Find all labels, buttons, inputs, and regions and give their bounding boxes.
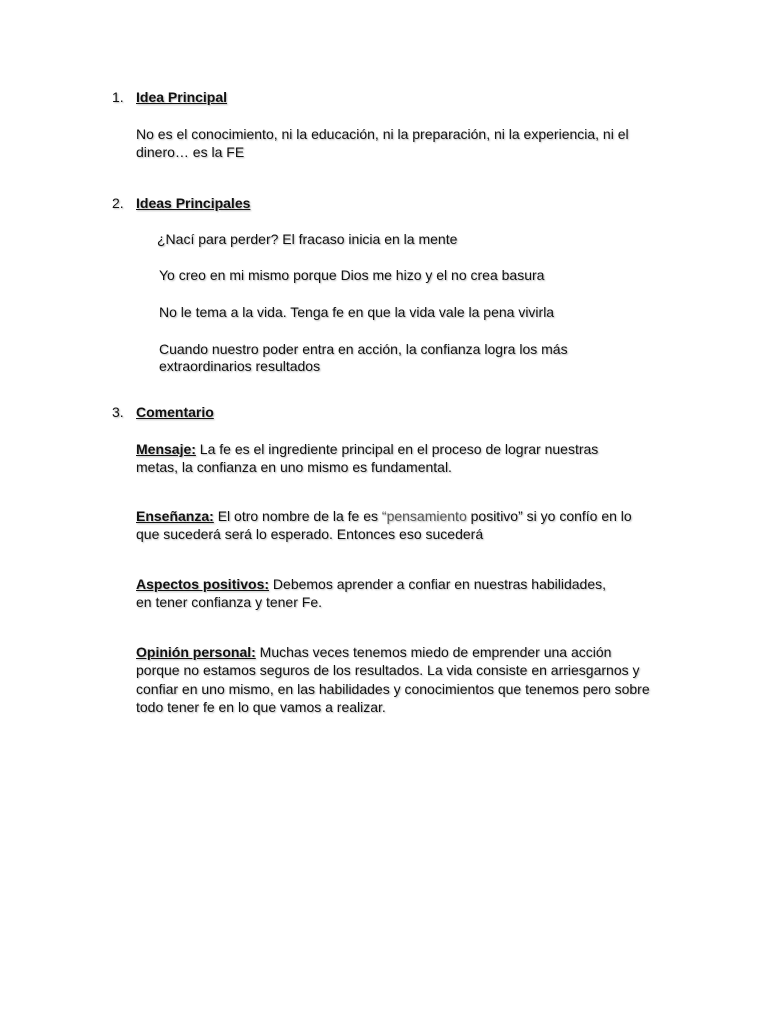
ensenanza-label: Enseñanza:: [136, 508, 214, 524]
idea-item-4-line-1: Cuando nuestro poder entra en acción, la confianza logra los más: [159, 341, 568, 357]
opinion-line-1: [136, 643, 611, 661]
ensenanza-line-1: [136, 507, 632, 525]
opinion-label: Opinión personal:: [136, 644, 256, 660]
section-2-number: 2.: [112, 195, 124, 211]
opinion-line-2: porque no estamos seguros de los resultados. La vida consiste en arriesgarnos y: [136, 662, 640, 678]
mensaje-text-1: La fe es el ingrediente principal en el proceso de lograr nuestras: [195, 441, 599, 457]
mensaje-line-2: metas, la confianza en uno mismo es fundamental.: [136, 459, 452, 475]
aspectos-line-2: en tener confianza y tener Fe.: [136, 594, 322, 610]
ensenanza-text-1a: El otro nombre de la fe es: [213, 508, 382, 524]
idea-principal-line-2: dinero… es la FE: [136, 144, 245, 160]
ensenanza-text-1b: positivo” si yo confío en lo: [466, 508, 632, 524]
idea-item-3: No le tema a la vida. Tenga fe en que la vida vale la pena vivirla: [159, 304, 555, 320]
opinion-line-4: todo tener fe en lo que vamos a realizar.: [136, 699, 386, 715]
idea-principal-line-1: No es el conocimiento, ni la educación, ni la preparación, ni la experiencia, ni el: [136, 126, 629, 142]
section-2-title: Ideas Principales: [136, 195, 251, 211]
opinion-line-3: confiar en uno mismo, en las habilidades y conocimientos que tenemos pero sobre: [136, 681, 650, 697]
idea-item-4-line-2: extraordinarios resultados: [159, 358, 321, 374]
mensaje-line-1: [136, 440, 598, 458]
aspectos-label: Aspectos positivos:: [136, 576, 270, 592]
section-3-title: Comentario: [136, 404, 214, 420]
idea-item-1: ¿Nací para perder? El fracaso inicia en la mente: [157, 231, 458, 247]
section-3-number: 3.: [112, 404, 124, 420]
ensenanza-line-2: que sucederá será lo esperado. Entonces eso sucederá: [136, 526, 484, 542]
aspectos-text-1: Debemos aprender a confiar en nuestras habilidades,: [269, 576, 607, 592]
mensaje-label: Mensaje:: [136, 441, 196, 457]
opinion-text-1: Muchas veces tenemos miedo de emprender una acción: [255, 644, 612, 660]
aspectos-line-1: [136, 575, 606, 593]
idea-item-2: Yo creo en mi mismo porque Dios me hizo y el no crea basura: [159, 267, 545, 283]
section-1-number: 1.: [112, 89, 124, 105]
ensenanza-quote: “pensamiento: [381, 508, 467, 524]
section-1-title: Idea Principal: [136, 89, 228, 105]
